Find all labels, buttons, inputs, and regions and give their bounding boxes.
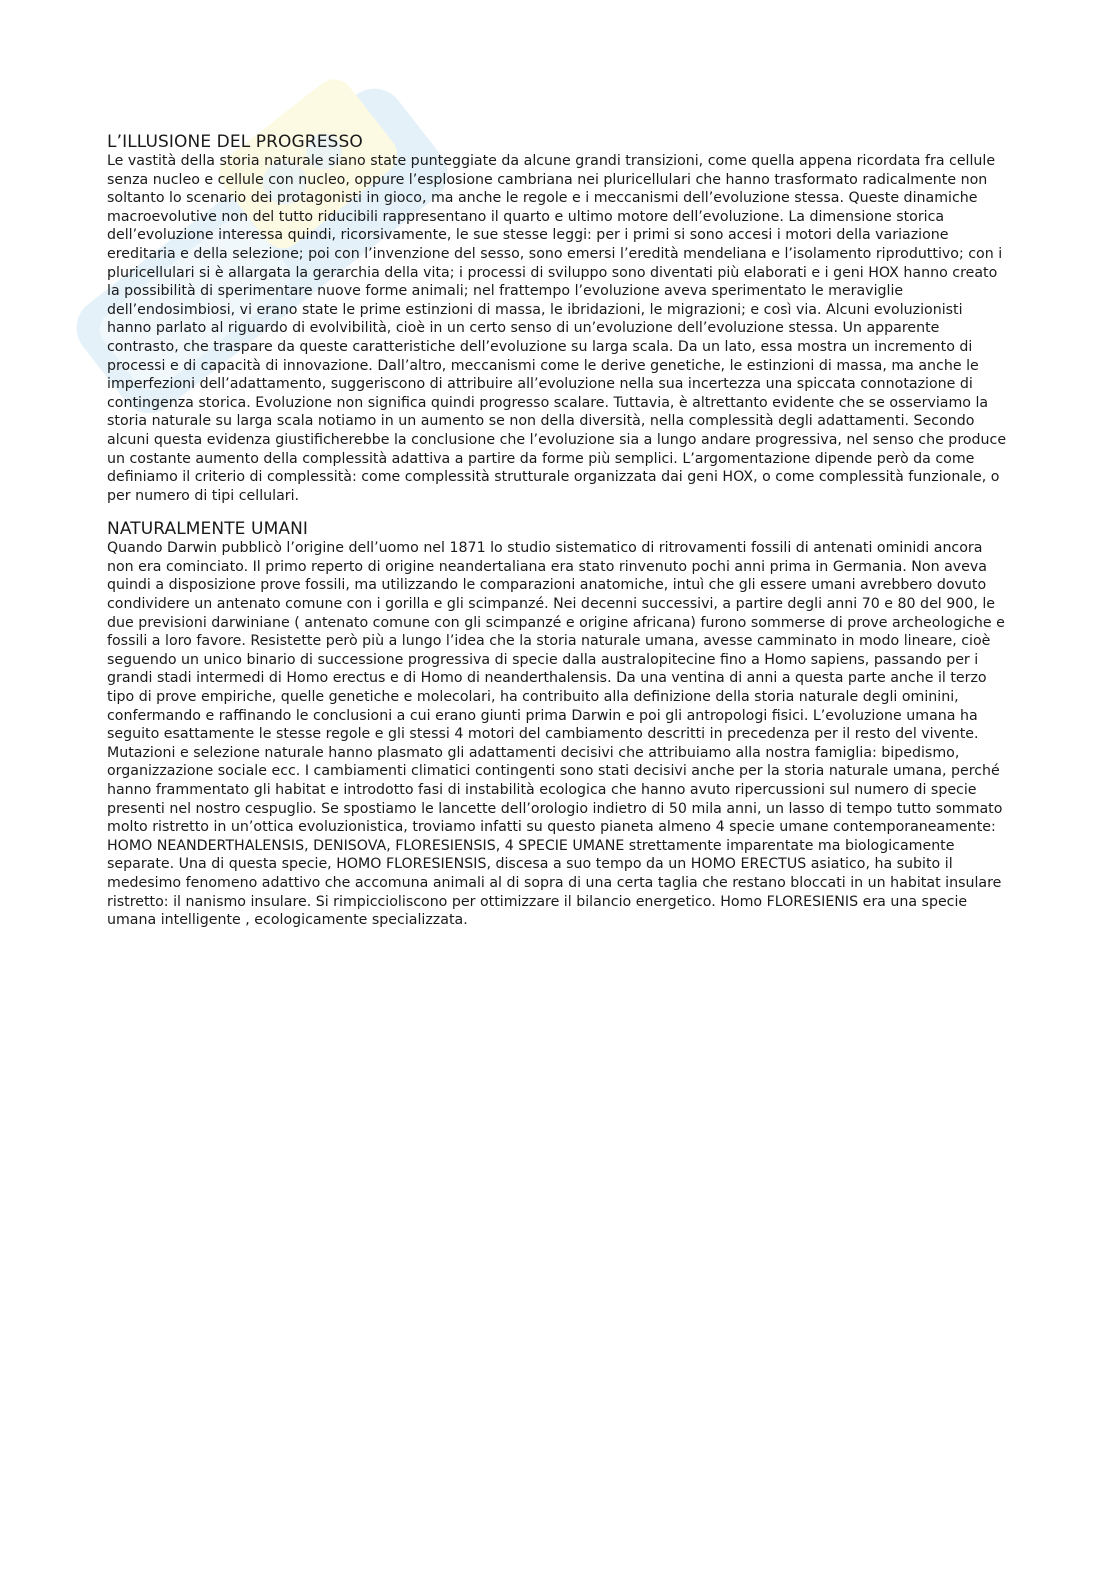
- section-naturalmente-umani: [107, 519, 1007, 929]
- section-illusione-progresso: [107, 132, 1007, 505]
- section-heading: NATURALMENTE UMANI: [107, 519, 309, 540]
- section-paragraph: Le vastità della storia naturale siano state punteggiate da alcune grandi transizioni, come quella appena ricordata fra cellule senza nucleo e cellule con nucleo, oppure l’esplosione cambriana nei pluricellulari che hanno trasformato radicalmente non soltanto lo scenario dei protagonisti in gioco, ma anche le regole e i meccanismi dell’evoluzione stessa. Queste dinamiche macroevolutive non del tutto riducibili rappresentano il quarto e ultimo motore dell’evoluzione. La dimensione storica dell’evoluzione interessa quindi, ricorsivamente, le sue stesse leggi: per i primi si sono accesi i motori della variazione ereditaria e della selezione; poi con l’invenzione del sesso, sono emersi l’eredità mendeliana e l’isolamento riproduttivo; con i pluricellulari si è allargata la gerarchia della vita; i processi di sviluppo sono diventati più elaborati e i geni HOX hanno creato la possibilità di sperimentare nuove forme animali; nel frattempo l’evoluzione aveva sperimentato le meraviglie dell’endosimbiosi, vi erano state le prime estinzioni di massa, le ibridazioni, le migrazioni; e così via. Alcuni evoluzionisti hanno parlato al riguardo di evolvibilità, cioè in un certo senso di un’evoluzione dell’evoluzione stessa. Un apparente contrasto, che traspare da queste caratteristiche dell’evoluzione su larga scala. Da un lato, essa mostra un incremento di processi e di capacità di innovazione. Dall’altro, meccanismi come le derive genetiche, le estinzioni di massa, ma anche le imperfezioni dell’adattamento, suggeriscono di attribuire all’evoluzione nella sua incertezza una spiccata connotazione di contingenza storica. Evoluzione non significa quindi progresso scalare. Tuttavia, è altrettanto evidente che se osserviamo la storia naturale su larga scala notiamo in un aumento se non della diversità, nella complessità degli adattamenti. Secondo alcuni questa evidenza giustificherebbe la conclusione che l’evoluzione sia a lungo andare progressiva, nel senso che produce un costante aumento della complessità adattiva a partire da forme più semplici. L’argomentazione dipende però da come definiamo il criterio di complessità: come complessità strutturale organizzata dai geni HOX, o come complessità funzionale, o per numero di tipi cellulari.: [107, 153, 1007, 504]
- document-page: [107, 132, 1007, 930]
- section-paragraph: Quando Darwin pubblicò l’origine dell’uomo nel 1871 lo studio sistematico di ritrovamenti fossili di antenati ominidi ancora non era cominciato. Il primo reperto di origine neandertaliana era stato rinvenuto pochi anni prima in Germania. Non aveva quindi a disposizione prove fossili, ma utilizzando le comparazioni anatomiche, intuì che gli essere umani avrebbero dovuto condividere un antenato comune con i gorilla e gli scimpanzé. Nei decenni successivi, a partire degli anni 70 e 80 del 900, le due previsioni darwiniane ( antenato comune con gli scimpanzé e origine africana) furono sommerse di prove archeologiche e fossili a loro favore. Resistette però più a lungo l’idea che la storia naturale umana, avesse camminato in modo lineare, cioè seguendo un unico binario di successione progressiva di specie dalla australopitecine fino a Homo sapiens, passando per i grandi stadi intermedi di Homo erectus e di Homo di neanderthalensis. Da una ventina di anni a questa parte anche il terzo tipo di prove empiriche, quelle genetiche e molecolari, ha contribuito alla definizione della storia naturale degli ominini, confermando e raffinando le conclusioni a cui erano giunti prima Darwin e poi gli antropologi fisici. L’evoluzione umana ha seguito esattamente le stesse regole e gli stessi 4 motori del cambiamento descritti in precedenza per il resto del vivente. Mutazioni e selezione naturale hanno plasmato gli adattamenti decisivi che attribuiamo alla nostra famiglia: bipedismo, organizzazione sociale ecc. I cambiamenti climatici contingenti sono stati decisivi anche per la storia naturale umana, perché hanno frammentato gli habitat e introdotto fasi di instabilità ecologica che hanno avuto ripercussioni sul numero di specie presenti nel nostro cespuglio. Se spostiamo le lancette dell’orologio indietro di 50 mila anni, un lasso di tempo tutto sommato molto ristretto in un’ottica evoluzionistica, troviamo infatti su questo pianeta almeno 4 specie umane contemporaneamente: HOMO NEANDERTHALENSIS, DENISOVA, FLORESIENSIS, 4 SPECIE UMANE strettamente imparentate ma biologicamente separate. Una di questa specie, HOMO FLORESIENSIS, discesa a suo tempo da un HOMO ERECTUS asiatico, ha subito il medesimo fenomeno adattivo che accomuna animali al di sopra di una certa taglia che restano bloccati in un habitat insulare ristretto: il nanismo insulare. Si rimpiccioliscono per ottimizzare il bilancio energetico. Homo FLORESIENIS era una specie umana intelligente , ecologicamente specializzata.: [107, 540, 1005, 929]
- section-heading: L’ILLUSIONE DEL PROGRESSO: [107, 132, 363, 152]
